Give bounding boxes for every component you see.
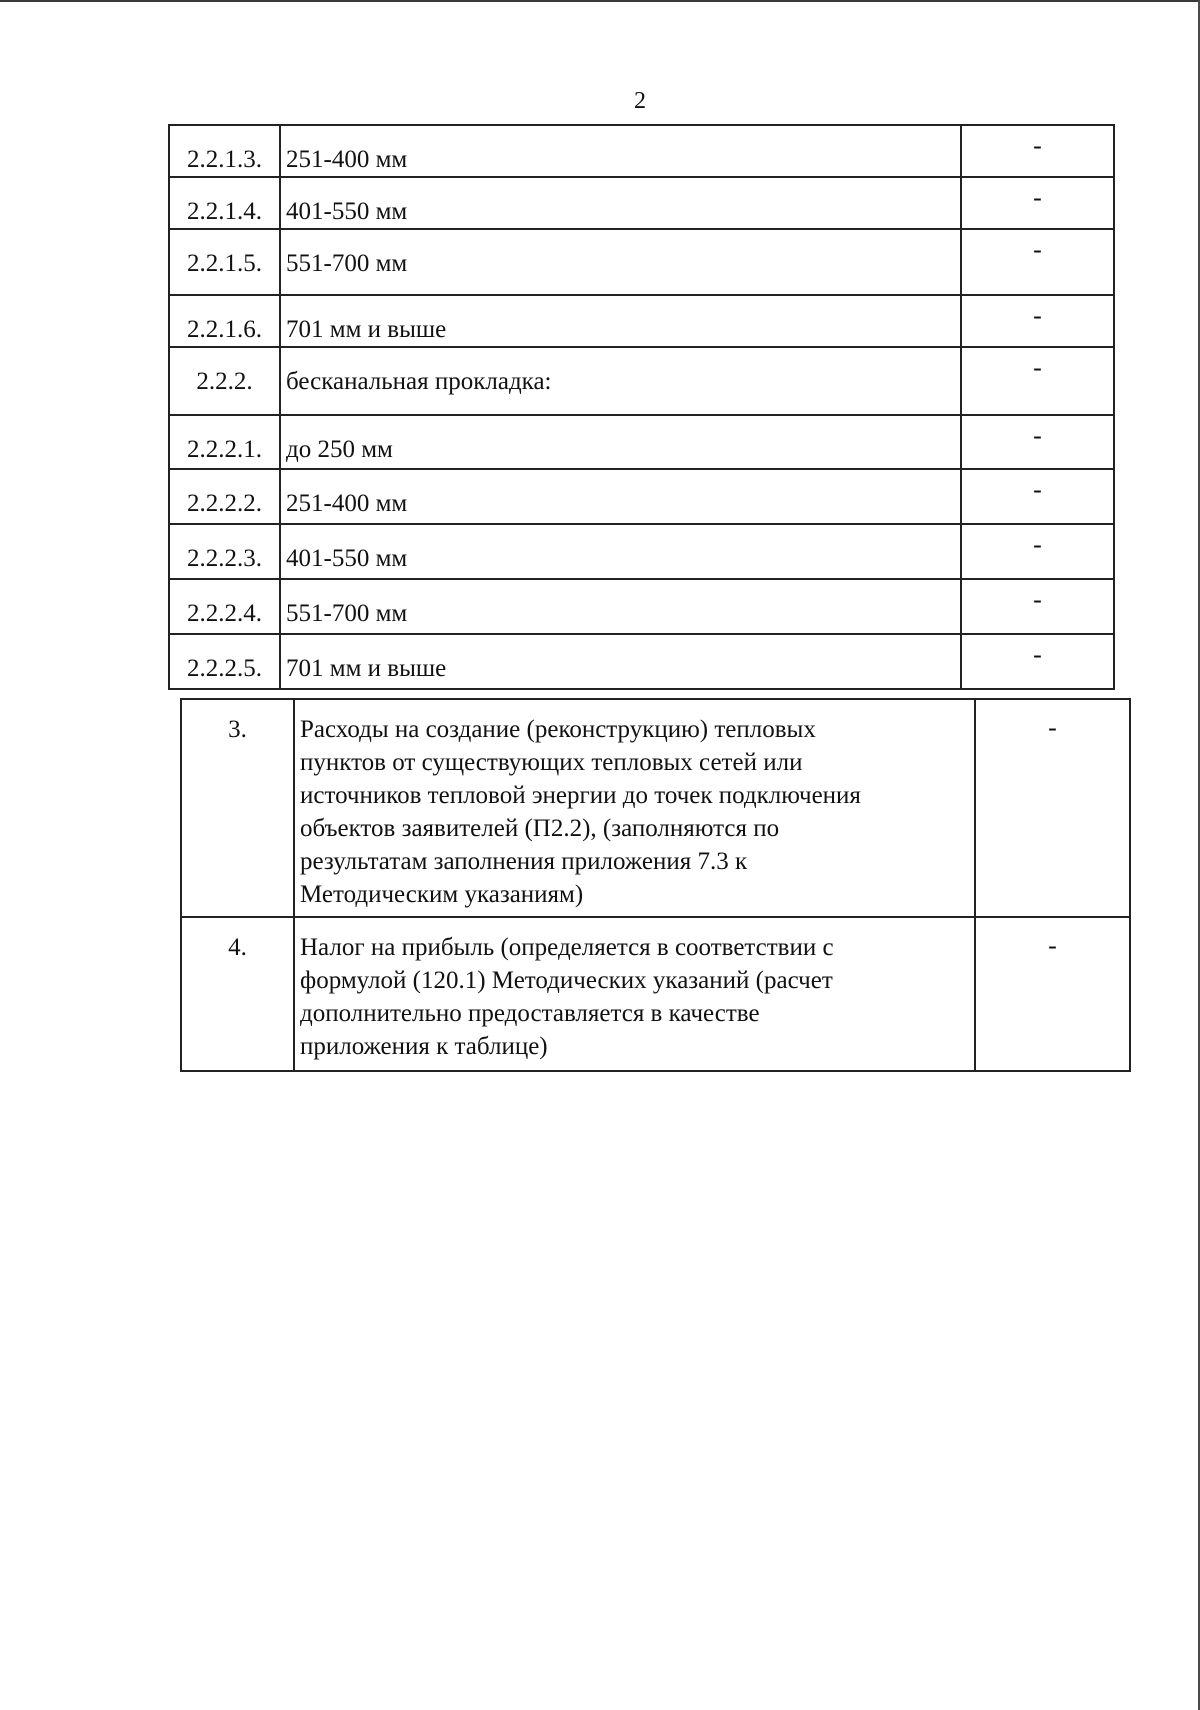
row-description-cell xyxy=(280,177,961,229)
table-row xyxy=(181,917,1130,1071)
row-description-cell xyxy=(280,579,961,634)
description-line: результатам заполнения приложения 7.3 к xyxy=(300,848,748,875)
description-line: Налог на прибыль (определяется в соответствии с xyxy=(300,934,834,961)
row-number: 4. xyxy=(228,934,247,961)
row-number-cell xyxy=(169,229,280,295)
table-row xyxy=(169,347,1114,415)
row-description-cell xyxy=(280,524,961,579)
row-value: - xyxy=(1033,183,1042,212)
description-line: Расходы на создание (реконструкцию) тепловых xyxy=(300,716,816,743)
row-number-cell xyxy=(169,634,280,689)
row-value-cell xyxy=(961,347,1114,415)
row-description-cell xyxy=(280,125,961,177)
row-number-cell xyxy=(169,295,280,347)
row-value-cell xyxy=(961,177,1114,229)
row-number-cell xyxy=(169,177,280,229)
table-row xyxy=(169,524,1114,579)
row-description: 251-400 мм xyxy=(286,490,408,517)
row-number: 2.2.2.5. xyxy=(187,655,262,682)
cost-table-lower xyxy=(180,698,1131,1072)
row-number-cell xyxy=(169,469,280,524)
row-description-cell xyxy=(280,415,961,469)
row-number: 2.2.2. xyxy=(196,368,253,395)
row-description: 401-550 мм xyxy=(286,198,408,225)
description-line: источников тепловой энергии до точек подключения xyxy=(300,782,861,809)
row-value-cell xyxy=(961,469,1114,524)
row-number: 2.2.2.4. xyxy=(187,600,262,627)
row-value: - xyxy=(1033,475,1042,504)
row-value-cell xyxy=(961,415,1114,469)
description-line: Методическим указаниям) xyxy=(300,881,584,908)
row-value-cell xyxy=(961,634,1114,689)
row-number: 2.2.1.4. xyxy=(187,198,262,225)
row-value-cell xyxy=(961,524,1114,579)
row-value: - xyxy=(1033,640,1042,669)
row-value: - xyxy=(1048,931,1057,960)
row-value: - xyxy=(1033,530,1042,559)
row-number-cell xyxy=(169,347,280,415)
table-row xyxy=(181,699,1130,917)
row-value: - xyxy=(1033,353,1042,382)
row-number: 2.2.1.6. xyxy=(187,316,262,343)
row-number-cell xyxy=(181,917,294,1071)
row-description: 251-400 мм xyxy=(286,146,408,173)
row-description-cell xyxy=(280,469,961,524)
row-value: - xyxy=(1048,713,1057,742)
table-row xyxy=(169,229,1114,295)
scan-edge-right xyxy=(1196,0,1200,1710)
description-line: дополнительно предоставляется в качестве xyxy=(300,1000,760,1027)
row-value-cell xyxy=(975,699,1130,917)
row-value: - xyxy=(1033,585,1042,614)
description-line: приложения к таблице) xyxy=(300,1033,548,1060)
description-line: объектов заявителей (П2.2), (заполняются по xyxy=(300,815,780,842)
row-description-cell xyxy=(280,229,961,295)
row-value-cell xyxy=(961,125,1114,177)
row-description: 401-550 мм xyxy=(286,545,408,572)
row-description-cell xyxy=(294,917,975,1071)
row-description: 701 мм и выше xyxy=(286,316,447,343)
page-number: 2 xyxy=(634,88,646,114)
row-number-cell xyxy=(169,125,280,177)
row-description: до 250 мм xyxy=(286,436,393,463)
row-value: - xyxy=(1033,301,1042,330)
row-description: 701 мм и выше xyxy=(286,655,447,682)
row-description xyxy=(300,700,974,911)
row-value: - xyxy=(1033,235,1042,264)
row-value-cell xyxy=(961,229,1114,295)
row-description: бесканальная прокладка: xyxy=(286,368,552,395)
row-value-cell xyxy=(975,917,1130,1071)
table-row xyxy=(169,177,1114,229)
row-number-cell xyxy=(181,699,294,917)
description-line: пунктов от существующих тепловых сетей или xyxy=(300,749,803,776)
table-row xyxy=(169,125,1114,177)
row-value-cell xyxy=(961,579,1114,634)
row-number: 3. xyxy=(228,716,247,743)
row-number-cell xyxy=(169,415,280,469)
table-row xyxy=(169,579,1114,634)
row-description-cell xyxy=(294,699,975,917)
row-number: 2.2.1.3. xyxy=(187,146,262,173)
scan-edge-top xyxy=(0,0,1200,6)
cost-table-upper xyxy=(168,124,1115,690)
row-value-cell xyxy=(961,295,1114,347)
table-row xyxy=(169,295,1114,347)
row-description: 551-700 мм xyxy=(286,600,408,627)
row-number: 2.2.2.1. xyxy=(187,436,262,463)
table-row xyxy=(169,469,1114,524)
row-number: 2.2.2.3. xyxy=(187,545,262,572)
table-row xyxy=(169,634,1114,689)
row-number-cell xyxy=(169,524,280,579)
row-value: - xyxy=(1033,131,1042,160)
row-description: 551-700 мм xyxy=(286,250,408,277)
row-number: 2.2.1.5. xyxy=(187,250,262,277)
description-line: формулой (120.1) Методических указаний (расчет xyxy=(300,967,833,994)
row-description-cell xyxy=(280,347,961,415)
row-number: 2.2.2.2. xyxy=(187,490,262,517)
row-value: - xyxy=(1033,421,1042,450)
row-description-cell xyxy=(280,295,961,347)
table-row xyxy=(169,415,1114,469)
row-description-cell xyxy=(280,634,961,689)
row-description xyxy=(300,918,974,1063)
row-number-cell xyxy=(169,579,280,634)
